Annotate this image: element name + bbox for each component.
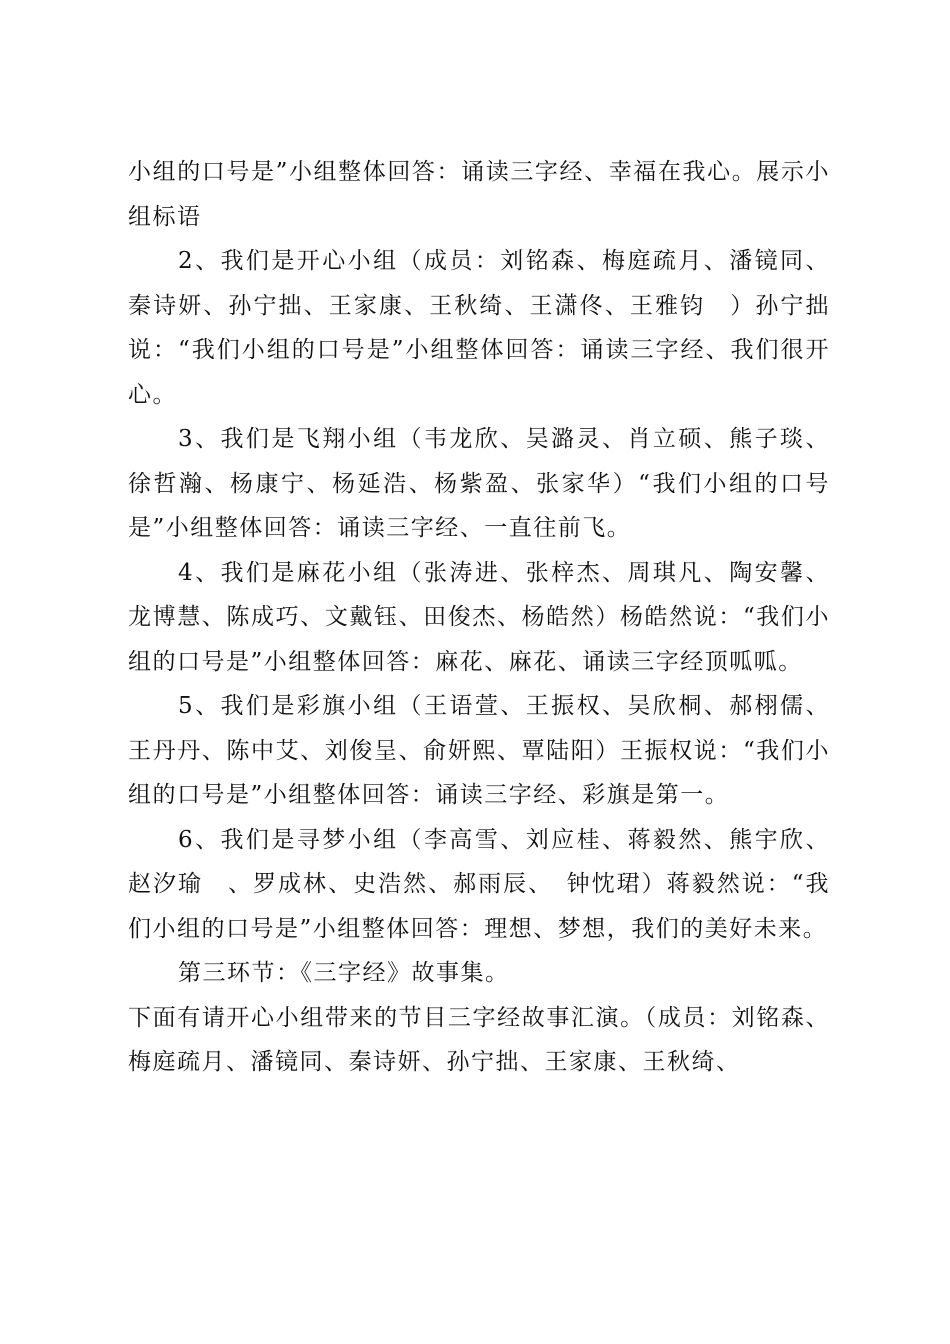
paragraph-group-6-xunmeng: 6、我们是寻梦小组（李高雪、刘应桂、蒋毅然、熊宇欣、赵汐瑜 、罗成林、史浩然、郝雨辰、 钟忱珺）蒋毅然说：“我们小组的口号是”小组整体回答：理想、梦想，我们的美好未来。	[128, 826, 830, 942]
paragraph-group-2-kaixin: 2、我们是开心小组（成员：刘铭森、梅庭疏月、潘镜同、秦诗妍、孙宁拙、王家康、王秋绮、王潇佟、王雅钧 ）孙宁拙说：“我们小组的口号是”小组整体回答：诵读三字经、我们很开心。	[128, 248, 830, 408]
paragraph-group-3-feixiang: 3、我们是飞翔小组（韦龙欣、吴潞灵、肖立硕、熊子琰、徐哲瀚、杨康宁、杨延浩、杨紫盈、张家华）“我们小组的口号是”小组整体回答：诵读三字经、一直往前飞。	[128, 426, 830, 541]
section-heading-third-part: 第三环节：《三字经》故事集。	[178, 960, 510, 986]
paragraph-story-performance: 下面有请开心小组带来的节目三字经故事汇演。（成员：刘铭森、梅庭疏月、潘镜同、秦诗妍、孙宁拙、王家康、王秋绮、	[128, 1004, 830, 1075]
paragraph-intro-continued: 小组的口号是”小组整体回答：诵读三字经、幸福在我心。展示小组标语	[128, 159, 830, 230]
paragraph-group-5-caiqi: 5、我们是彩旗小组（王语萱、王振权、吴欣桐、郝栩儒、王丹丹、陈中艾、刘俊呈、俞妍熙、覃陆阳）王振权说：“我们小组的口号是”小组整体回答：诵读三字经、彩旗是第一。	[128, 693, 830, 808]
paragraph-group-4-mahua: 4、我们是麻花小组（张涛进、张梓杰、周琪凡、陶安馨、龙博慧、陈成巧、文戴钰、田俊杰、杨皓然）杨皓然说：“我们小组的口号是”小组整体回答：麻花、麻花、诵读三字经顶呱呱。	[128, 559, 830, 675]
document-body	[128, 150, 830, 1085]
